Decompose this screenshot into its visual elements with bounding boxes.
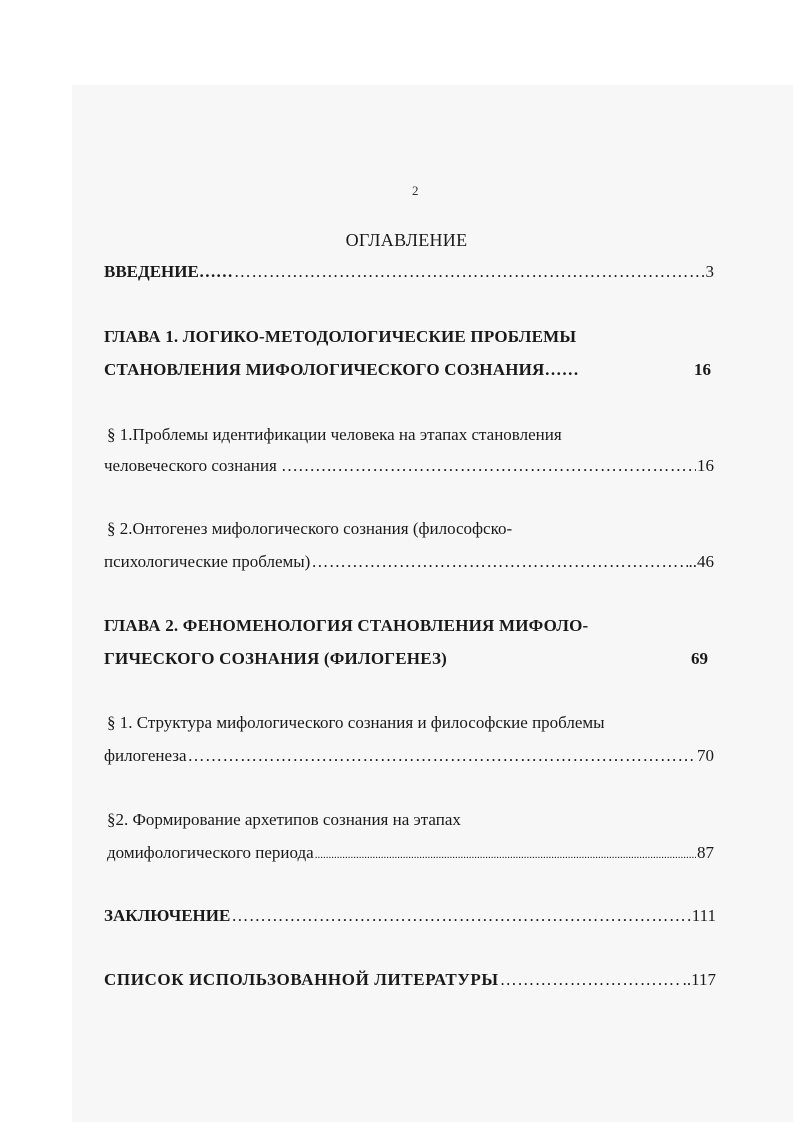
entry-page: 70 — [697, 746, 714, 765]
entry-title: домифологического периода — [107, 843, 314, 862]
entry-title: СПИСОК ИСПОЛЬЗОВАННОЙ ЛИТЕРАТУРЫ — [104, 970, 499, 989]
chapter-1-section-2-line-1: § 2.Онтогенез мифологического сознания (философско- — [107, 519, 513, 538]
toc-entry-chapter-1-section-1 — [104, 456, 714, 476]
chapter-2-section-1-line-1: § 1. Структура мифологического сознания и философские проблемы — [107, 713, 605, 732]
entry-title: психологические проблемы) — [104, 552, 311, 571]
chapter-2-page: 69 — [691, 649, 708, 668]
chapter-1-title-line-1: ГЛАВА 1. ЛОГИКО-МЕТОДОЛОГИЧЕСКИЕ ПРОБЛЕМЫ — [104, 327, 577, 346]
toc-entry-conclusion — [104, 906, 716, 926]
chapter-2-title-line-1: ГЛАВА 2. ФЕНОМЕНОЛОГИЯ СТАНОВЛЕНИЯ МИФОЛО- — [104, 616, 589, 635]
dot-leader — [311, 552, 687, 572]
dot-leader — [188, 746, 696, 766]
chapter-1-title-line-2: СТАНОВЛЕНИЯ МИФОЛОГИЧЕСКОГО СОЗНАНИЯ…… — [104, 360, 579, 379]
dot-leader — [234, 262, 705, 282]
chapter-1-page: 16 — [694, 360, 711, 379]
entry-page: 3 — [705, 262, 714, 281]
chapter-2-title-line-2: ГИЧЕСКОГО СОЗНАНИЯ (ФИЛОГЕНЕЗ) — [104, 649, 448, 668]
toc-entry-chapter-2-section-1 — [104, 746, 714, 766]
entry-page: 111 — [691, 906, 716, 925]
toc-entry-introduction — [104, 262, 714, 282]
entry-title: ВВЕДЕНИЕ…… — [104, 262, 233, 281]
dot-leader — [337, 456, 696, 476]
toc-entry-chapter-2-section-2 — [107, 843, 714, 863]
entry-title: человеческого сознания ………. — [104, 456, 337, 475]
dot-leader — [231, 906, 690, 926]
chapter-2-section-2-line-1: §2. Формирование архетипов сознания на этапах — [107, 810, 461, 829]
chapter-1-section-1-line-1: § 1.Проблемы идентификации человека на этапах становления — [107, 425, 562, 444]
entry-title: филогенеза — [104, 746, 187, 765]
entry-page: 87 — [697, 843, 714, 862]
toc-entry-chapter-1-section-2 — [104, 552, 714, 572]
toc-title: ОГЛАВЛЕНИЕ — [345, 230, 468, 250]
entry-page: 16 — [697, 456, 714, 475]
entry-title: ЗАКЛЮЧЕНИЕ — [104, 906, 231, 925]
toc-entry-bibliography — [104, 970, 716, 990]
dot-leader — [315, 843, 696, 863]
dot-leader — [500, 970, 682, 990]
entry-page: ..117 — [682, 970, 716, 989]
page-number: 2 — [412, 183, 419, 198]
entry-page: ..46 — [688, 552, 714, 571]
